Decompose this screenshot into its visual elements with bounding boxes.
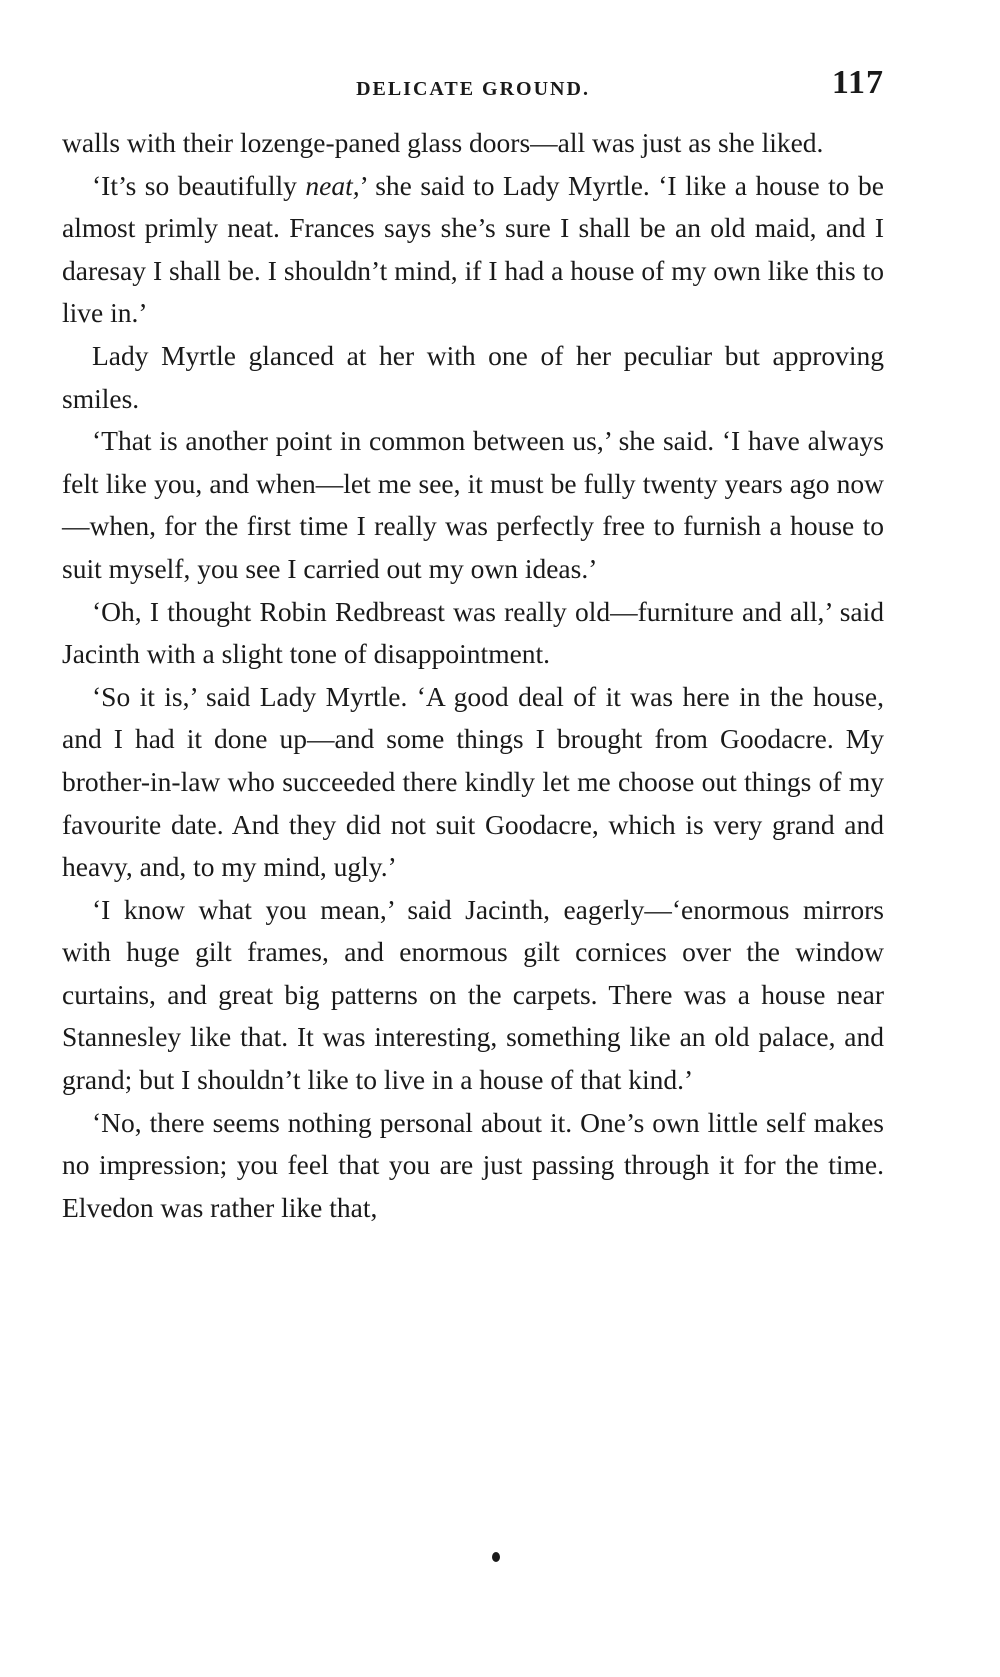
running-title: DELICATE GROUND. bbox=[356, 78, 590, 100]
page-number: 117 bbox=[831, 64, 884, 101]
text-run: ‘No, there seems nothing personal about it. One’s own little self makes no impression; you feel that you are just passing through it for the time. Elvedon was rather like that, bbox=[62, 1106, 884, 1223]
signature-dot-mark bbox=[492, 1552, 500, 1562]
text-run: ’ she said to Lady Myrtle. ‘I like a house to be almost primly neat. Frances says she’s sure I shall be an old maid, and I daresay I shall be. I shouldn’t mind, if I had a house of my own like this to live in.’ bbox=[62, 169, 884, 329]
paragraph bbox=[62, 591, 884, 676]
text-run: ‘Oh, I thought Robin Redbreast was really old—furniture and all,’ said Jacinth with a slight tone of disappointment. bbox=[62, 595, 884, 670]
paragraph bbox=[62, 165, 884, 335]
paragraph bbox=[62, 889, 884, 1102]
running-head bbox=[62, 64, 884, 104]
text-run: Lady Myrtle glanced at her with one of her peculiar but approving smiles. bbox=[62, 339, 884, 414]
emphasis-text: neat, bbox=[305, 169, 360, 201]
body-text bbox=[62, 122, 884, 1229]
paragraph bbox=[62, 122, 884, 165]
text-run: ‘It’s so beautifully bbox=[92, 169, 306, 201]
text-run: ‘That is another point in common between us,’ she said. ‘I have always felt like you, and when—let me see, it must be fully twenty years ago now—when, for the first time I really was perfectly free to furnish a house to suit myself, you see I carried out my own ideas.’ bbox=[62, 425, 884, 584]
paragraph bbox=[62, 1102, 884, 1230]
text-run: ‘I know what you mean,’ said Jacinth, eagerly—‘enormous mirrors with huge gilt frames, and enormous gilt cornices over the window curtains, and great big patterns on the carpets. There was a house near Stannesley like that. It was interesting, something like an old palace, and grand; but I shouldn’t like to live in a house of that kind.’ bbox=[62, 893, 884, 1096]
paragraph bbox=[62, 420, 884, 590]
text-run: ‘So it is,’ said Lady Myrtle. ‘A good deal of it was here in the house, and I had it done up—and some things I brought from Goodacre. My brother-in-law who succeeded there kindly let me choose out things of my favourite date. And they did not suit Goodacre, which is very grand and heavy, and, to my mind, ugly.’ bbox=[62, 680, 884, 883]
paragraph bbox=[62, 335, 884, 420]
paragraph bbox=[62, 676, 884, 889]
text-run: walls with their lozenge-paned glass doors—all was just as she liked. bbox=[62, 127, 824, 158]
